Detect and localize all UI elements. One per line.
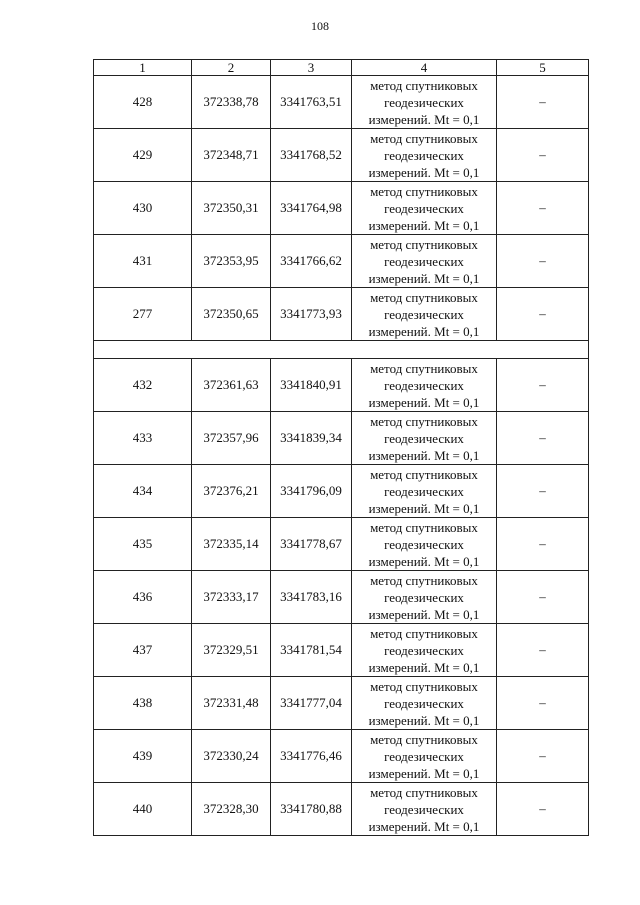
x-coordinate-cell: 372361,63 [192, 359, 271, 412]
note-cell: – [497, 465, 589, 518]
x-coordinate-cell: 372376,21 [192, 465, 271, 518]
x-coordinate-cell: 372338,78 [192, 76, 271, 129]
x-coordinate-cell: 372328,30 [192, 783, 271, 836]
point-number-cell: 438 [94, 677, 192, 730]
x-coordinate-cell: 372350,31 [192, 182, 271, 235]
method-cell [352, 235, 497, 288]
table-row [94, 235, 589, 288]
method-line-1: метод спутниковых [370, 519, 478, 535]
x-coordinate-cell: 372357,96 [192, 412, 271, 465]
point-number-cell: 277 [94, 288, 192, 341]
table-row [94, 677, 589, 730]
method-line-1: метод спутниковых [370, 236, 478, 252]
note-cell: – [497, 730, 589, 783]
point-number-cell: 429 [94, 129, 192, 182]
table-body-after-gap [94, 359, 589, 836]
table-row [94, 518, 589, 571]
x-coordinate-cell: 372350,65 [192, 288, 271, 341]
method-line-1: метод спутниковых [370, 130, 478, 146]
header-row [94, 60, 589, 76]
y-coordinate-cell: 3341780,88 [271, 783, 352, 836]
method-cell [352, 288, 497, 341]
header-col-2: 2 [192, 60, 271, 76]
y-coordinate-cell: 3341778,67 [271, 518, 352, 571]
table-row [94, 571, 589, 624]
method-line-2: геодезических [384, 483, 464, 499]
table-row [94, 76, 589, 129]
method-line-2: геодезических [384, 748, 464, 764]
note-cell: – [497, 677, 589, 730]
method-cell [352, 677, 497, 730]
method-line-2: геодезических [384, 147, 464, 163]
point-number-cell: 439 [94, 730, 192, 783]
method-line-3: измерений. Mt = 0,1 [368, 111, 480, 127]
table-row [94, 783, 589, 836]
point-number-cell: 433 [94, 412, 192, 465]
y-coordinate-cell: 3341768,52 [271, 129, 352, 182]
x-coordinate-cell: 372348,71 [192, 129, 271, 182]
note-cell: – [497, 359, 589, 412]
method-line-1: метод спутниковых [370, 77, 478, 93]
note-cell: – [497, 412, 589, 465]
method-line-3: измерений. Mt = 0,1 [368, 500, 480, 516]
method-cell [352, 465, 497, 518]
method-line-3: измерений. Mt = 0,1 [368, 553, 480, 569]
method-line-1: метод спутниковых [370, 784, 478, 800]
x-coordinate-cell: 372329,51 [192, 624, 271, 677]
point-number-cell: 430 [94, 182, 192, 235]
table-row [94, 465, 589, 518]
method-line-2: геодезических [384, 377, 464, 393]
method-line-1: метод спутниковых [370, 289, 478, 305]
x-coordinate-cell: 372331,48 [192, 677, 271, 730]
method-line-3: измерений. Mt = 0,1 [368, 164, 480, 180]
y-coordinate-cell: 3341839,34 [271, 412, 352, 465]
method-cell [352, 412, 497, 465]
method-line-1: метод спутниковых [370, 625, 478, 641]
table-body-before-gap [94, 76, 589, 341]
y-coordinate-cell: 3341796,09 [271, 465, 352, 518]
method-line-2: геодезических [384, 589, 464, 605]
table-row [94, 624, 589, 677]
method-line-3: измерений. Mt = 0,1 [368, 818, 480, 834]
point-number-cell: 435 [94, 518, 192, 571]
method-cell [352, 182, 497, 235]
method-line-2: геодезических [384, 94, 464, 110]
gap-row [94, 341, 589, 359]
note-cell: – [497, 182, 589, 235]
method-cell [352, 76, 497, 129]
point-number-cell: 431 [94, 235, 192, 288]
method-cell [352, 129, 497, 182]
method-line-1: метод спутниковых [370, 413, 478, 429]
note-cell: – [497, 518, 589, 571]
method-cell [352, 624, 497, 677]
table-row [94, 412, 589, 465]
page-number: 108 [311, 19, 329, 33]
header-col-5: 5 [497, 60, 589, 76]
y-coordinate-cell: 3341781,54 [271, 624, 352, 677]
method-line-2: геодезических [384, 642, 464, 658]
method-line-2: геодезических [384, 536, 464, 552]
method-line-2: геодезических [384, 801, 464, 817]
point-number-cell: 437 [94, 624, 192, 677]
table-row [94, 359, 589, 412]
note-cell: – [497, 624, 589, 677]
method-line-3: измерений. Mt = 0,1 [368, 270, 480, 286]
method-line-2: геодезических [384, 306, 464, 322]
table-row [94, 129, 589, 182]
point-number-cell: 432 [94, 359, 192, 412]
x-coordinate-cell: 372353,95 [192, 235, 271, 288]
note-cell: – [497, 571, 589, 624]
x-coordinate-cell: 372335,14 [192, 518, 271, 571]
method-line-3: измерений. Mt = 0,1 [368, 659, 480, 675]
y-coordinate-cell: 3341840,91 [271, 359, 352, 412]
method-line-1: метод спутниковых [370, 572, 478, 588]
method-cell [352, 730, 497, 783]
point-number-cell: 440 [94, 783, 192, 836]
method-line-2: геодезических [384, 695, 464, 711]
method-line-1: метод спутниковых [370, 183, 478, 199]
method-line-3: измерений. Mt = 0,1 [368, 447, 480, 463]
method-line-3: измерений. Mt = 0,1 [368, 712, 480, 728]
method-line-3: измерений. Mt = 0,1 [368, 217, 480, 233]
method-cell [352, 359, 497, 412]
header-col-1: 1 [94, 60, 192, 76]
gap-cell [94, 341, 589, 359]
note-cell: – [497, 783, 589, 836]
method-cell [352, 518, 497, 571]
x-coordinate-cell: 372330,24 [192, 730, 271, 783]
point-number-cell: 434 [94, 465, 192, 518]
method-line-3: измерений. Mt = 0,1 [368, 606, 480, 622]
note-cell: – [497, 129, 589, 182]
y-coordinate-cell: 3341776,46 [271, 730, 352, 783]
note-cell: – [497, 235, 589, 288]
y-coordinate-cell: 3341773,93 [271, 288, 352, 341]
y-coordinate-cell: 3341764,98 [271, 182, 352, 235]
method-line-2: геодезических [384, 430, 464, 446]
table-row [94, 182, 589, 235]
method-line-3: измерений. Mt = 0,1 [368, 765, 480, 781]
method-line-1: метод спутниковых [370, 466, 478, 482]
point-number-cell: 428 [94, 76, 192, 129]
method-line-1: метод спутниковых [370, 678, 478, 694]
y-coordinate-cell: 3341783,16 [271, 571, 352, 624]
method-cell [352, 783, 497, 836]
table-row [94, 730, 589, 783]
method-line-2: геодезических [384, 253, 464, 269]
header-col-3: 3 [271, 60, 352, 76]
y-coordinate-cell: 3341763,51 [271, 76, 352, 129]
method-cell [352, 571, 497, 624]
table-row [94, 288, 589, 341]
method-line-1: метод спутниковых [370, 360, 478, 376]
point-number-cell: 436 [94, 571, 192, 624]
method-line-1: метод спутниковых [370, 731, 478, 747]
header-col-4: 4 [352, 60, 497, 76]
note-cell: – [497, 76, 589, 129]
method-line-3: измерений. Mt = 0,1 [368, 394, 480, 410]
method-line-2: геодезических [384, 200, 464, 216]
x-coordinate-cell: 372333,17 [192, 571, 271, 624]
y-coordinate-cell: 3341766,62 [271, 235, 352, 288]
method-line-3: измерений. Mt = 0,1 [368, 323, 480, 339]
y-coordinate-cell: 3341777,04 [271, 677, 352, 730]
note-cell: – [497, 288, 589, 341]
table-gap [94, 341, 589, 359]
coordinates-table [93, 59, 589, 836]
